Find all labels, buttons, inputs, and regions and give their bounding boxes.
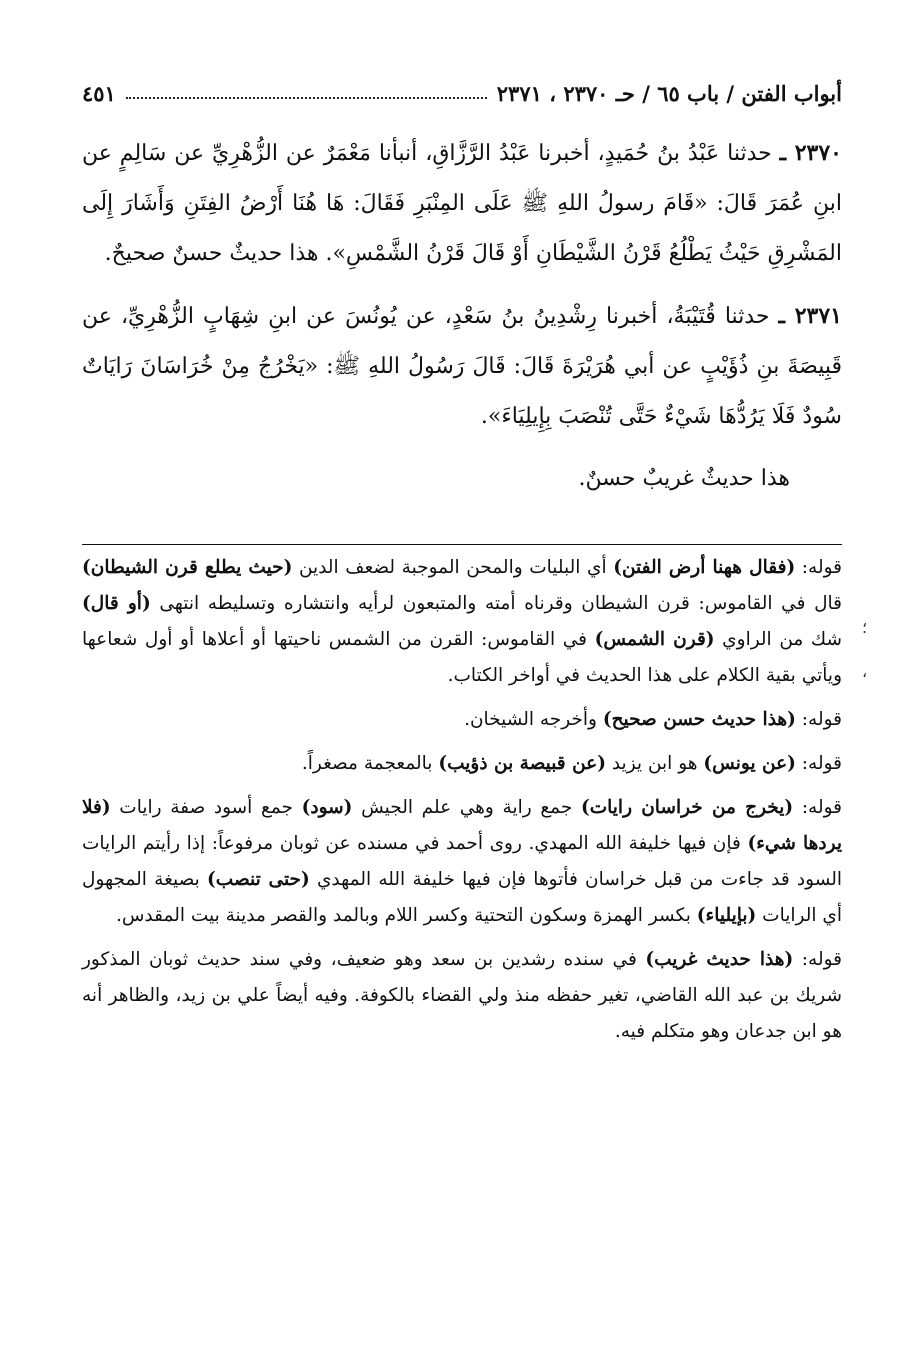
commentary-text: وأخرجه الشيخان. bbox=[464, 709, 603, 730]
hadith-2370 bbox=[82, 128, 842, 279]
commentary-paragraph bbox=[82, 550, 842, 694]
hadith-text-block bbox=[82, 128, 842, 516]
commentary-text: قوله: bbox=[793, 949, 842, 970]
commentary-text: فإن فيها خليفة الله المهدي. روى أحمد في مسنده عن ثوبان مرفوعاً: إذا رأيتم الرايات السود قد جاءت من قبل خراسان فأتوها فإن فيها خليفة الله المهدي bbox=[82, 833, 842, 890]
leader-dots bbox=[126, 97, 487, 99]
commentary-text: قال في القاموس: قرن الشيطان وقرناه أمته والمتبعون لرأيه وانتشاره وتسليطه انتهى bbox=[150, 593, 842, 614]
bold-quote: (حيث يطلع قرن الشيطان) bbox=[82, 557, 293, 578]
commentary-text: بصيغة المجهول أي الرايات bbox=[82, 869, 842, 926]
bold-quote: (عن يونس) bbox=[703, 753, 796, 774]
margin-mark: ، bbox=[862, 662, 868, 681]
commentary-text: في القاموس: القرن من الشمس ناحيتها أو أعلاها أو أول شعاعها ويأتي بقية الكلام على هذا الحديث في أواخر الكتاب. bbox=[82, 629, 842, 686]
commentary-text: أي البليات والمحن الموجبة لضعف الدين bbox=[292, 557, 614, 578]
bold-quote: (قرن الشمس) bbox=[594, 629, 715, 650]
bold-quote: (سود) bbox=[301, 797, 353, 818]
commentary-text: قوله: bbox=[795, 753, 842, 774]
hadith-body: حدثنا عَبْدُ بنُ حُمَيدٍ، أخبرنا عَبْدُ الرَّزَّاقِ، أنبأنا مَعْمَرٌ عن الزُّهْرِيِّ عن سَالِمٍ عن ابنِ عُمَرَ قَالَ: «قَامَ رسولُ اللهِ ﷺ عَلَى المِنْبَرِ فَقَالَ: هَا هُنَا أَرْضُ الفِتَنِ وَأَشَارَ إِلَى المَشْرِقِ حَيْثُ يَطْلُعُ قَرْنُ الشَّيْطَانِ أَوْ قَالَ قَرْنُ الشَّمْسِ». هذا حديثٌ حسنٌ صحيحٌ. bbox=[82, 141, 842, 266]
page-number: ٤٥١ bbox=[82, 81, 116, 106]
commentary-text: قوله: bbox=[793, 797, 843, 818]
commentary-text: هو ابن يزيد bbox=[605, 753, 704, 774]
hadith-body: حدثنا قُتَيْبَةُ، أخبرنا رِشْدِينُ بنُ سَعْدٍ، عن يُونُسَ عن ابنِ شِهَابٍ الزُّهْرِيِّ، عن قَبِيصَةَ بنِ ذُؤَيْبٍ عن أبي هُرَيْرَةَ قَالَ: قَالَ رَسُولُ اللهِ ﷺ: «يَخْرُجُ مِنْ خُرَاسَانَ رَايَاتٌ سُودٌ فَلَا يَرُدُّهَا شَيْءٌ حَتَّى تُنْصَبَ بِإِيلِيَاءَ». bbox=[82, 304, 842, 429]
bold-quote: (هذا حديث غريب) bbox=[645, 949, 794, 970]
commentary-paragraph bbox=[82, 702, 842, 738]
commentary-text: قوله: bbox=[795, 709, 842, 730]
commentary-block bbox=[82, 550, 842, 1058]
bold-quote: (عن قبيصة بن ذؤيب) bbox=[438, 753, 606, 774]
commentary-paragraph bbox=[82, 790, 842, 934]
margin-mark: ؛ bbox=[862, 618, 868, 637]
bold-quote: (أو قال) bbox=[82, 593, 151, 614]
bold-quote: (هذا حديث حسن صحيح) bbox=[602, 709, 796, 730]
hadith-2371 bbox=[82, 291, 842, 442]
bold-quote: (فقال ههنا أرض الفتن) bbox=[613, 557, 796, 578]
chapter-title: أبواب الفتن / باب ٦٥ / حـ ٢٣٧٠ ، ٢٣٧١ bbox=[496, 81, 842, 106]
commentary-text: بالمعجمة مصغراً. bbox=[301, 753, 439, 774]
commentary-text: شك من الراوي bbox=[714, 629, 843, 650]
commentary-text: جمع أسود صفة رايات bbox=[110, 797, 302, 818]
bold-quote: (يخرج من خراسان رايات) bbox=[580, 797, 794, 818]
commentary-text: جمع راية وهي علم الجيش bbox=[352, 797, 581, 818]
bold-quote: (حتى تنصب) bbox=[207, 869, 310, 890]
hadith-grading: هذا حديثٌ غريبٌ حسنٌ. bbox=[578, 466, 790, 491]
commentary-text: بكسر الهمزة وسكون التحتية وكسر اللام وبالمد والقصر مدينة بيت المقدس. bbox=[115, 905, 697, 926]
bold-quote: (فلا يردها شيء) bbox=[82, 797, 842, 854]
commentary-text: قوله: bbox=[795, 557, 842, 578]
hadith-number: ٢٣٧١ ـ bbox=[778, 303, 842, 329]
bold-quote: (بإيلياء) bbox=[696, 905, 757, 926]
commentary-text: في سنده رشدين بن سعد وهو ضعيف، وفي سند حديث ثوبان المذكور شريك بن عبد الله القاضي، تغير حفظه منذ ولي القضاء بالكوفة. وفيه أيضاً علي بن زيد، والظاهر أنه هو ابن جدعان وهو متكلم فيه. bbox=[82, 949, 842, 1042]
running-header bbox=[82, 72, 842, 106]
footnote-divider bbox=[82, 544, 842, 545]
commentary-paragraph bbox=[82, 746, 842, 782]
hadith-number: ٢٣٧٠ ـ bbox=[779, 140, 842, 166]
commentary-paragraph bbox=[82, 942, 842, 1050]
